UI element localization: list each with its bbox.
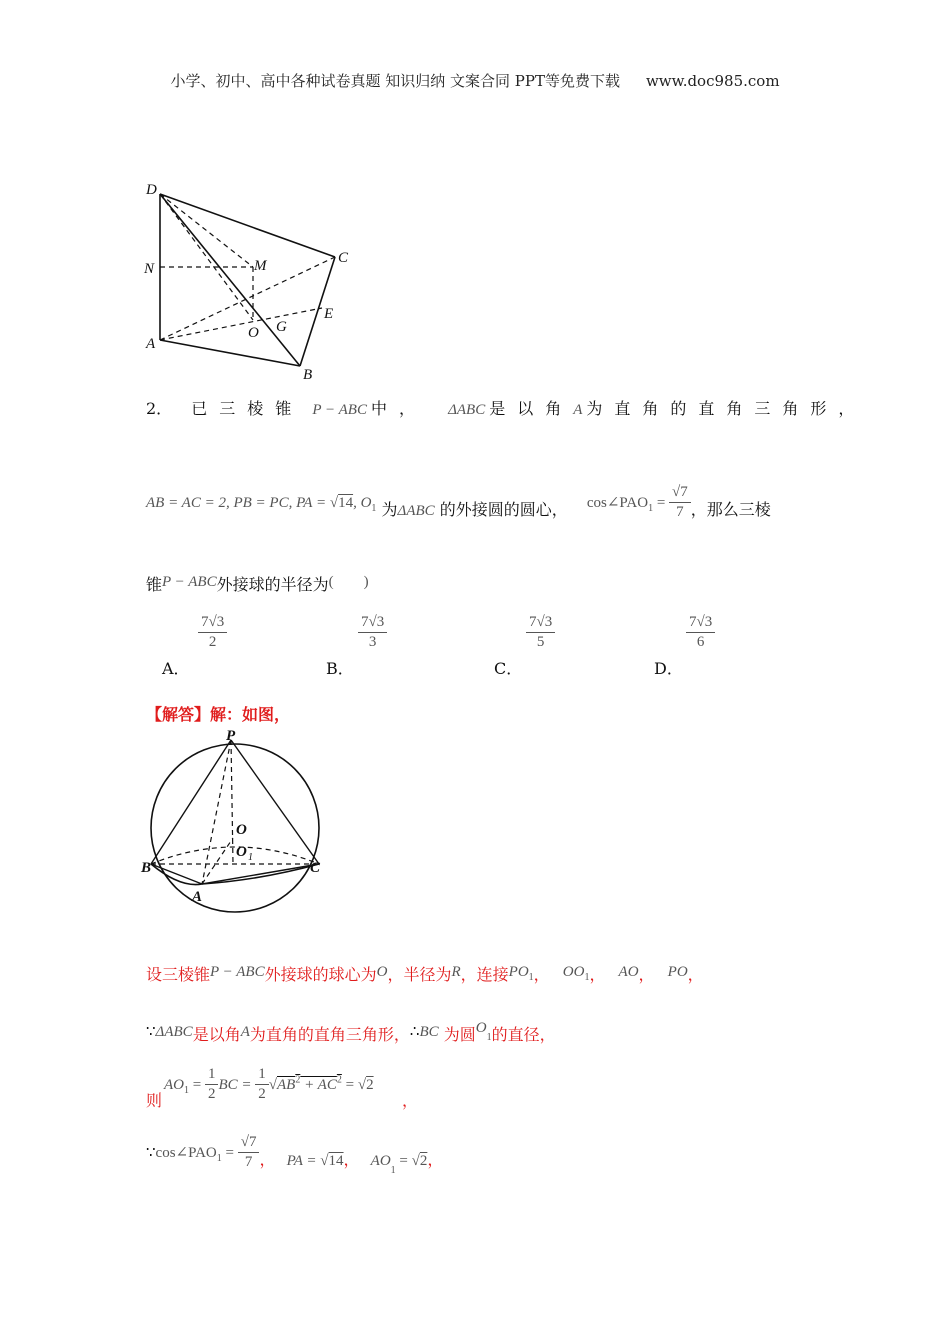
page-header	[0, 70, 950, 91]
label-E: E	[324, 306, 334, 322]
option-b-value: $\frac{7√3}{3}$	[358, 614, 387, 651]
label-P: P	[226, 728, 236, 744]
label-A: A	[192, 889, 203, 905]
answer-line-2: ∵ΔABC是以角A为直角的直角三角形，∴BC 为圆$O_1$的直径，	[146, 1020, 556, 1044]
header-text: 小学、初中、高中各种试卷真题 知识归纳 文案合同 PPT等免费下载	[170, 72, 620, 90]
label-M: M	[254, 258, 267, 274]
figure-prism	[140, 180, 360, 380]
label-N: N	[144, 261, 155, 277]
label-O1: O	[236, 844, 247, 860]
option-d-value: $\frac{7√3}{6}$	[686, 614, 715, 651]
question-number: 2．	[146, 399, 173, 418]
label-B: B	[141, 860, 152, 876]
answer-title: 【解答】解：如图，	[146, 705, 291, 724]
label-C: C	[310, 860, 321, 876]
question-line-3: 锥P − ABC外接球的半径为( )	[146, 574, 369, 594]
label-A: A	[146, 336, 156, 352]
label-B: B	[303, 367, 313, 380]
label-G: G	[276, 319, 287, 335]
answer-line-4: $\because\cos\angle PAO_1$ = $\frac{√7}{7}$ ， PA = √14， $AO_1 = √2$，	[146, 1134, 444, 1177]
option-a-label: A．	[162, 659, 190, 678]
label-O: O	[248, 325, 259, 341]
label-O: O	[236, 822, 247, 838]
label-C: C	[338, 250, 349, 266]
option-c-value: $\frac{7√3}{5}$	[526, 614, 555, 651]
label-D: D	[146, 182, 157, 198]
answer-line-1: 设三棱锥P − ABC外接球的球心为O，半径为R，连接$PO_1$， $OO_1$， AO， PO，	[146, 964, 704, 984]
figure-sphere	[140, 726, 340, 918]
option-a-value: $\frac{7√3}{2}$	[198, 614, 227, 651]
label-O1-sub: 1	[248, 852, 253, 863]
option-d-label: D．	[654, 659, 683, 678]
option-b-label: B．	[326, 659, 354, 678]
header-url: www.doc985.com	[645, 72, 780, 90]
cos-fraction: $\frac{√7}{7}$	[669, 484, 691, 521]
option-c-label: C．	[494, 659, 523, 678]
question-line-2: AB = AC = 2, PB = PC, PA = √14, $O_1$ 为ΔABC 的外接圆的圆心， $\cos\angle PAO_1$ = $\frac{√7}{7}$ ，那么三棱	[146, 484, 771, 520]
question-line-1: 2． 已三棱锥 P − ABC 中， ΔABC 是以角A 为直角的直角三角形，	[146, 399, 867, 418]
